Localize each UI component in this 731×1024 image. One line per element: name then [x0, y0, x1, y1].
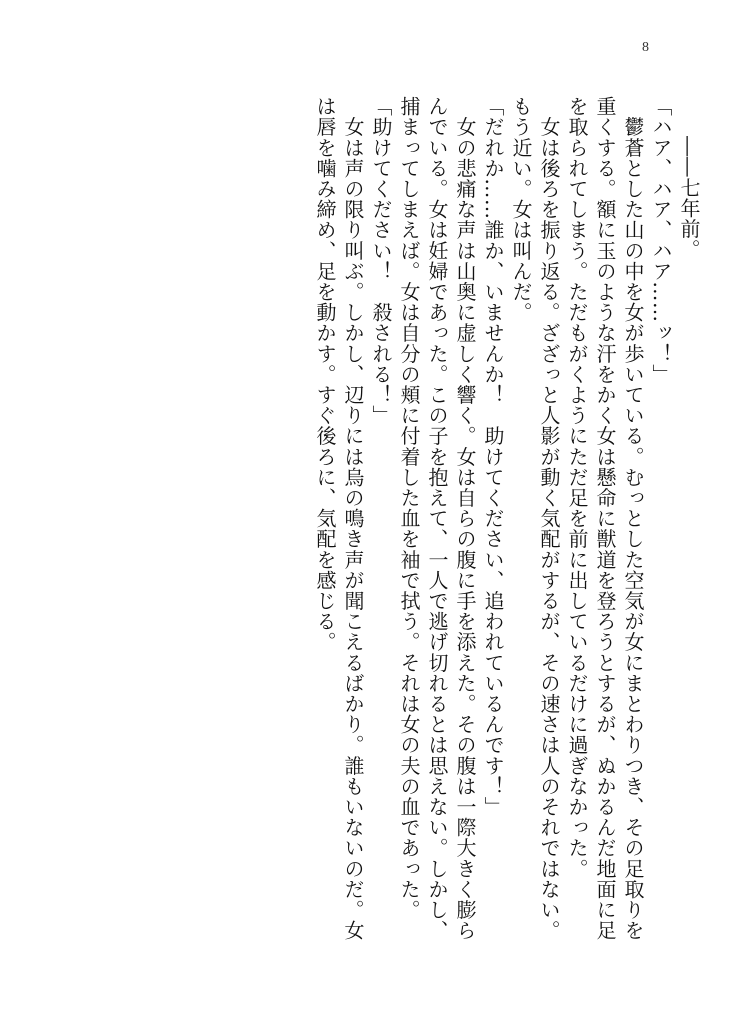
text-line: 女の悲痛な声は山奥に虚しく響く。女は自らの腹に手を添えた。その腹は一際大きく膨ら	[453, 96, 477, 941]
text-line: 重くする。額に玉のような汗をかく女は懸命に獣道を登ろうとするが、ぬかるんだ地面に足	[593, 96, 617, 941]
text-line: 捕まってしまえば。女は自分の頬に付着した血を袖で拭う。それは女の夫の血であった。	[397, 96, 421, 920]
text-line: 「だれか……誰か、いませんか！ 助けてください、追われているんです！」	[481, 96, 505, 817]
vertical-text-body	[311, 96, 703, 996]
text-line: 女は後ろを振り返る。ざざっと人影が動く気配がするが、その速さは人のそれではない。	[537, 96, 561, 941]
text-line: 「助けてください！ 殺される！」	[369, 96, 393, 426]
text-line: ――七年前。	[677, 136, 701, 260]
text-line: もう近い。女は叫んだ。	[509, 96, 533, 323]
text-line: んでいる。女は妊婦であった。この子を抱えて、一人で逃げ切れるとは思えない。しかし、	[425, 96, 449, 941]
page-number: 8	[642, 40, 649, 55]
text-line: 「ハア、ハア、ハア……ッ！」	[649, 96, 673, 385]
text-line: は唇を噛み締め、足を動かす。すぐ後ろに、気配を感じる。	[313, 96, 337, 653]
text-line: 鬱蒼とした山の中を女が歩いている。むっとした空気が女にまとわりつき、その足取りを	[621, 96, 645, 941]
text-line: を取られてしまう。ただもがくようにただ足を前に出しているだけに過ぎなかった。	[565, 96, 589, 879]
text-line: 女は声の限り叫ぶ。しかし、辺りには烏の鳴き声が聞こえるばかり。誰もいないのだ。女	[341, 96, 365, 941]
